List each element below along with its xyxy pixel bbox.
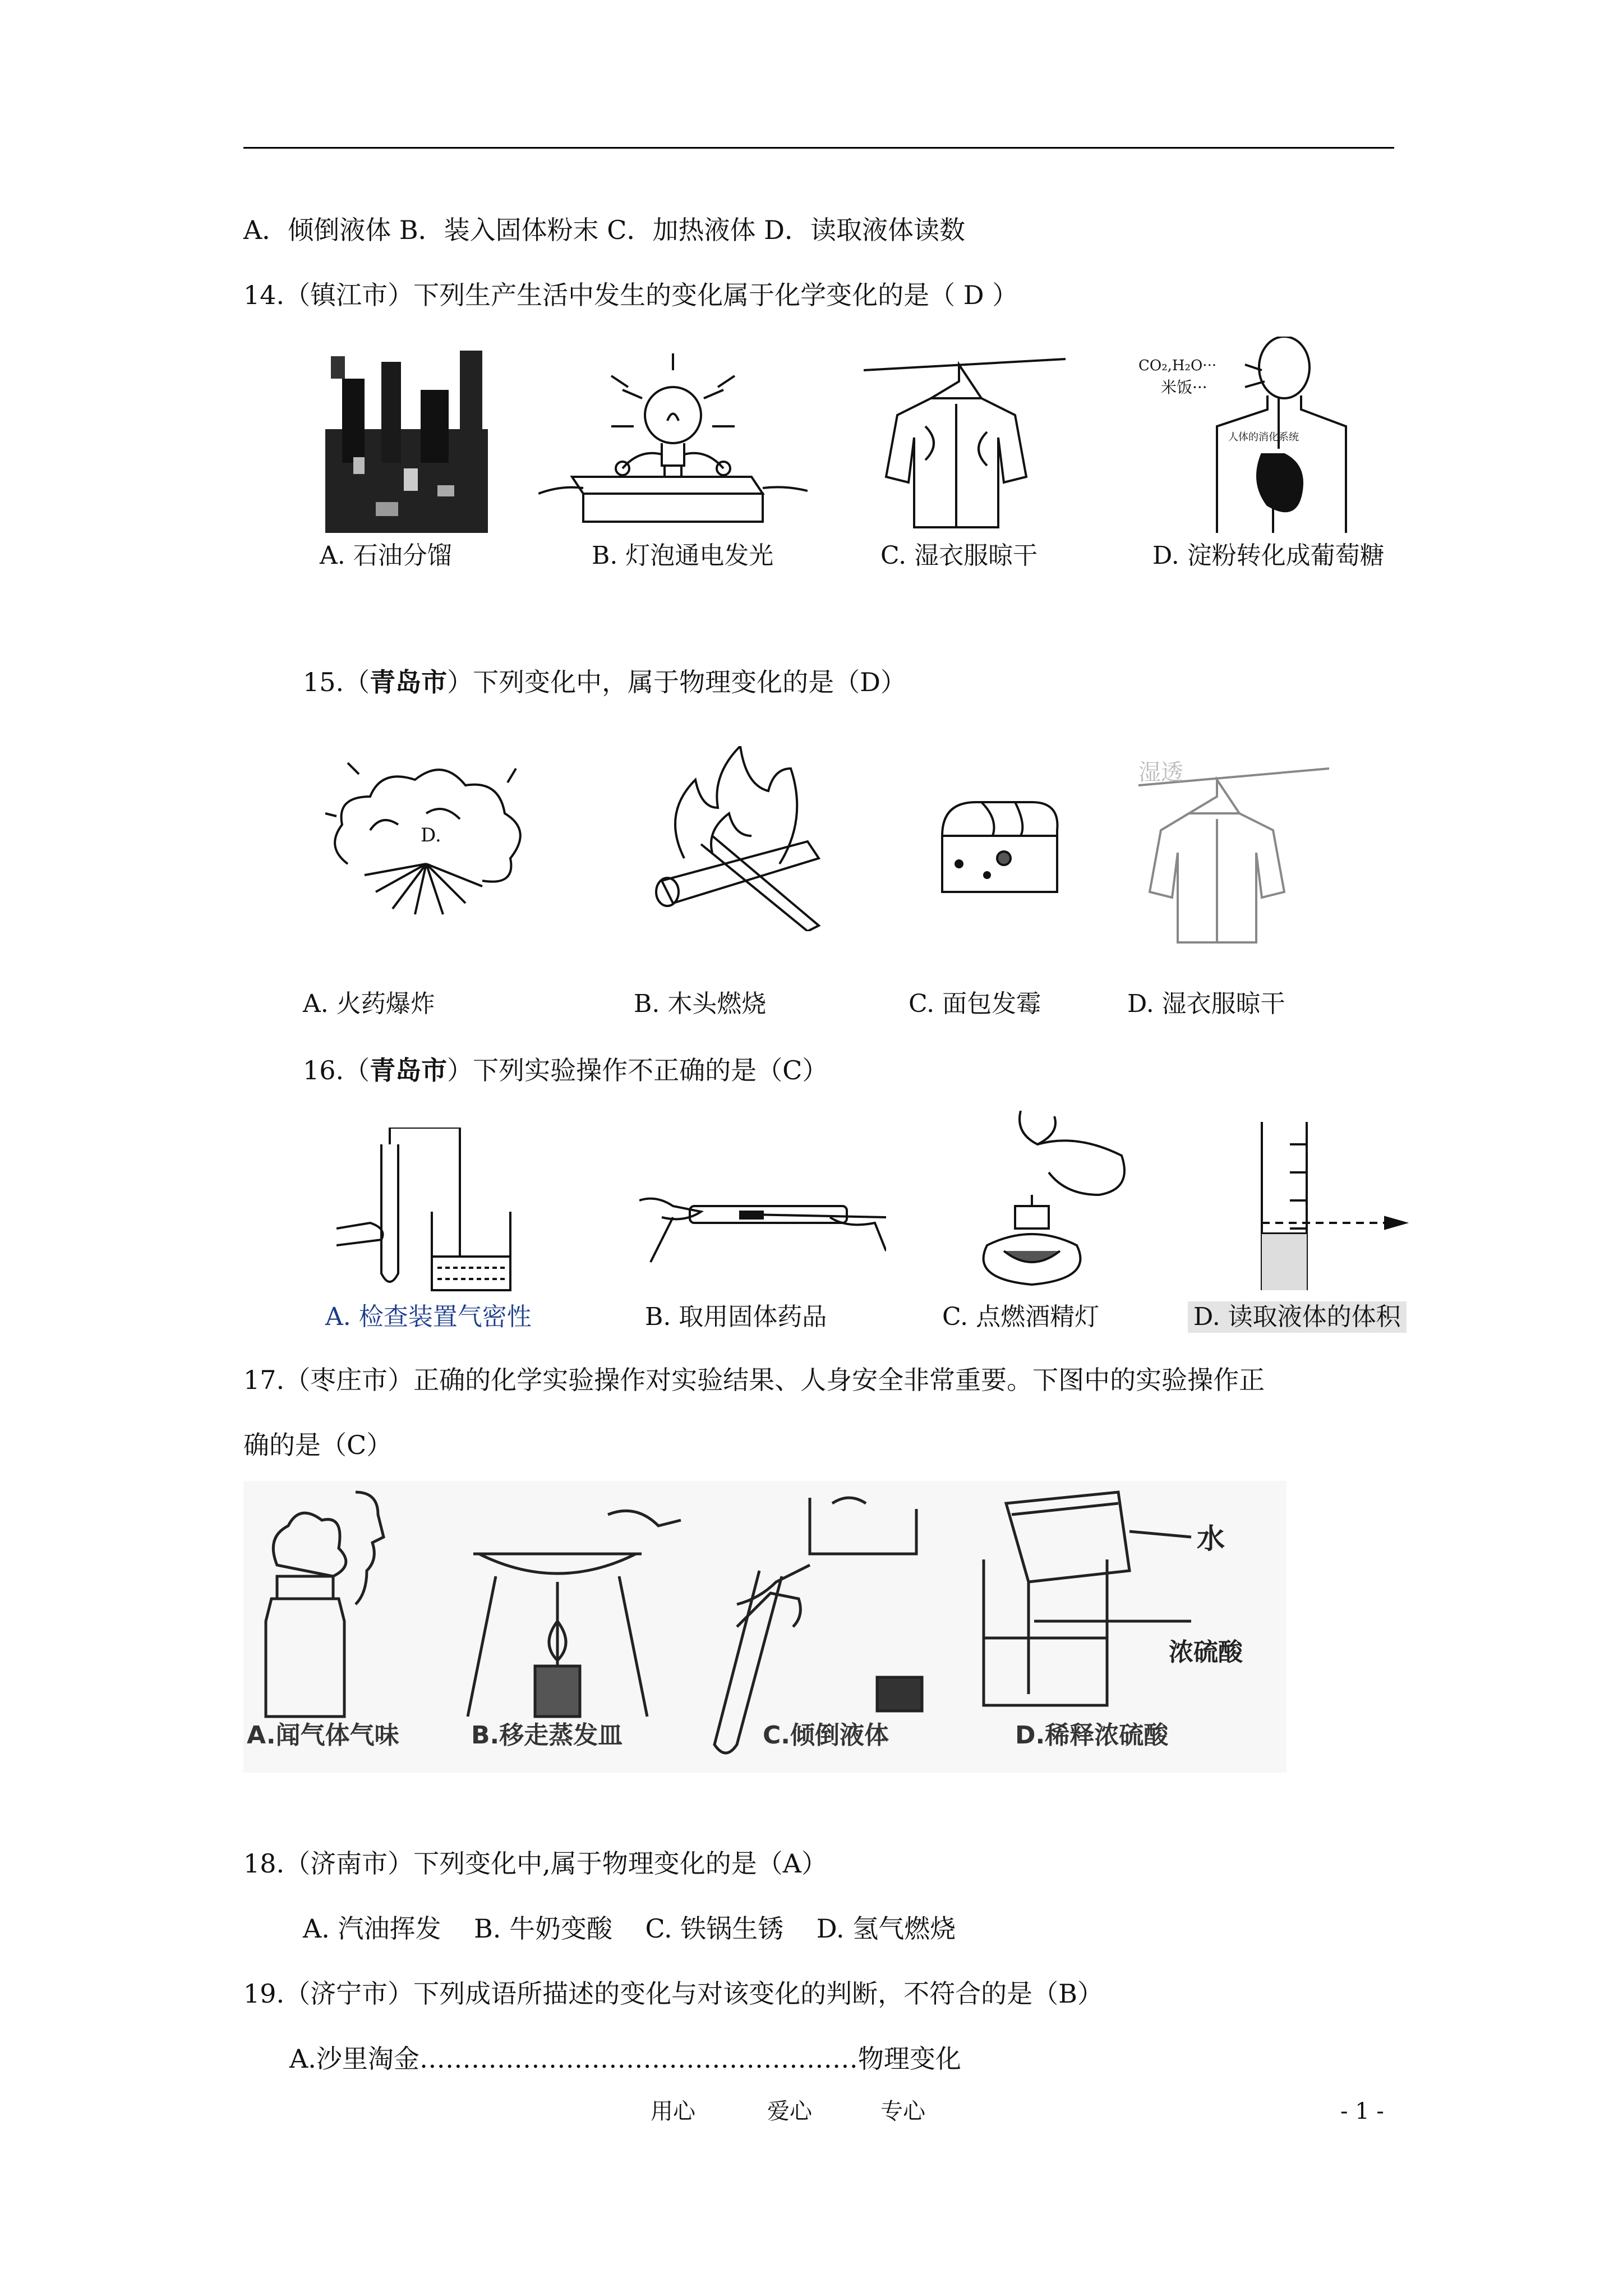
q15-figure-d-clothes (1127, 757, 1329, 948)
q19-option-a: A.沙里淘金……………………………………………物理变化 (289, 2044, 961, 2074)
q14-figure-b-bulb (538, 353, 808, 533)
q16-text: ）下列实验操作不正确的是（C） (447, 1055, 828, 1085)
q17-stem-line2: 确的是（C） (243, 1430, 393, 1460)
q16-number: 16.（ (303, 1055, 370, 1085)
q16-figure-a-airtightness (336, 1128, 522, 1301)
q14-option-c: C. 湿衣服晾干 (880, 541, 1038, 570)
q16-figure-b-solid (639, 1184, 886, 1279)
q14-option-a: A. 石油分馏 (320, 541, 452, 570)
q16-option-c: C. 点燃酒精灯 (942, 1303, 1100, 1331)
q15-text: ）下列变化中，属于物理变化的是（D） (447, 667, 907, 697)
q14-option-b: B. 灯泡通电发光 (592, 541, 774, 570)
q17-option-c: C.倾倒液体 (763, 1721, 889, 1750)
q15-option-a: A. 火药爆炸 (303, 990, 435, 1018)
q17-option-a: A.闻气体气味 (247, 1721, 399, 1750)
q15-figure-b-burning-wood (639, 746, 830, 931)
q17-option-b: B.移走蒸发皿 (471, 1721, 623, 1750)
q16-figure-c-alcohol-lamp (953, 1111, 1133, 1296)
digest-label: 人体的消化系统 (1228, 431, 1299, 443)
q15-option-c: C. 面包发霉 (909, 990, 1041, 1018)
q15-option-b: B. 木头燃烧 (634, 990, 767, 1018)
q14-figure-c-clothes (864, 353, 1066, 533)
header-rule (243, 147, 1394, 149)
q17-option-d: D.稀释浓硫酸 (1015, 1721, 1169, 1750)
q18-options: A. 汽油挥发 B. 牛奶变酸 C. 铁锅生锈 D. 氢气燃烧 (303, 1913, 956, 1944)
q16-city: 青岛市 (370, 1055, 448, 1085)
rice-label: 米饭··· (1161, 378, 1207, 397)
co2-label: CO₂,H₂O··· (1138, 357, 1217, 374)
q15-city: 青岛市 (370, 667, 448, 697)
footer-item-3: 专心 (880, 2099, 925, 2124)
footer-item-2: 爱心 (767, 2099, 812, 2124)
q18-stem: 18.（济南市）下列变化中,属于物理变化的是（A） (243, 1848, 827, 1879)
svg-text:湿透: 湿透 (1138, 760, 1183, 785)
q19-stem: 19.（济宁市）下列成语所描述的变化与对该变化的判断，不符合的是（B） (243, 1978, 1103, 2009)
q15-stem (303, 665, 906, 699)
q16-option-a: A. 检查装置气密性 (325, 1303, 532, 1331)
q14-figure-a-refinery (320, 345, 494, 536)
footer-item-1: 用心 (651, 2099, 695, 2124)
q16-option-d: D. 读取液体的体积 (1188, 1301, 1407, 1333)
q16-figure-d-reading (1245, 1122, 1413, 1290)
q15-figure-c-bread (931, 791, 1066, 903)
q14-option-d: D. 淀粉转化成葡萄糖 (1152, 541, 1385, 570)
q16-option-b: B. 取用固体药品 (645, 1303, 827, 1331)
page-number: - 1 - (1340, 2099, 1384, 2124)
q15-option-d: D. 湿衣服晾干 (1127, 990, 1285, 1018)
svg-text:D.: D. (421, 824, 441, 846)
water-label: 水 (1197, 1522, 1225, 1555)
q17-stem-line1: 17.（枣庄市）正确的化学实验操作对实验结果、人身安全非常重要。下图中的实验操作正 (243, 1365, 1265, 1395)
q14-stem: 14.（镇江市）下列生产生活中发生的变化属于化学变化的是（ D ） (243, 280, 1018, 310)
q16-stem (303, 1053, 828, 1087)
acid-label: 浓硫酸 (1169, 1638, 1243, 1667)
q15-figure-a-explosion (314, 752, 538, 920)
q14-figure-d-digestion (1138, 337, 1352, 539)
q15-number: 15.（ (303, 667, 370, 697)
q13-options: A．倾倒液体 B．装入固体粉末 C．加热液体 D．读取液体读数 (243, 215, 965, 245)
